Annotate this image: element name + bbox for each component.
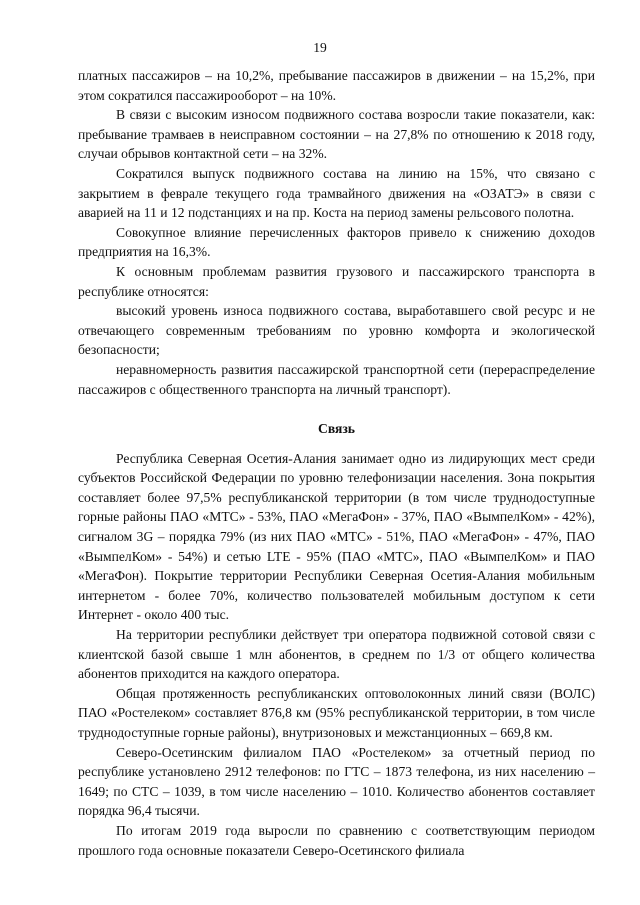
body-text bbox=[78, 66, 595, 860]
list-item: неравномерность развития пассажирской транспортной сети (перераспределение пассажиров с общественного транспорта на личный транспорт). bbox=[78, 361, 595, 397]
paragraph: Общая протяженность республиканских оптоволоконных линий связи (ВОЛС) ПАО «Ростелеком» составляет 876,8 км (95% республиканской территории, в том числе труднодоступные горные районы), внутризоновых и межстанционных – 669,8 км. bbox=[78, 685, 595, 740]
paragraph: Совокупное влияние перечисленных факторов привело к снижению доходов предприятия на 16,3%. bbox=[78, 224, 595, 260]
paragraph: Сократился выпуск подвижного состава на линию на 15%, что связано с закрытием в феврале текущего года трамвайного движения на «ОЗАТЭ» в связи с аварией на 11 и 12 подстанциях и на пр. Коста на период замены рельсового полотна. bbox=[78, 165, 595, 221]
paragraph: К основным проблемам развития грузового и пассажирского транспорта в республике относятся: bbox=[78, 263, 595, 299]
page-number: 19 bbox=[313, 40, 327, 55]
paragraph: По итогам 2019 года выросли по сравнению с соответствующим периодом прошлого года основные показатели Северо-Осетинского филиала bbox=[78, 822, 595, 858]
paragraph: платных пассажиров – на 10,2%, пребывание пассажиров в движении – на 15,2%, при этом сократился пассажирооборот – на 10%. bbox=[78, 68, 595, 103]
section-heading: Связь bbox=[318, 421, 355, 437]
paragraph: Республика Северная Осетия-Алания занимает одно из лидирующих мест среди субъектов Российской Федерации по уровню телефонизации населения. Зона покрытия составляет более 97,5% республиканской территории (в том числе труднодоступные горные районы ПАО «МТС» - 53%, ПАО «МегаФон» - 37%, ПАО «ВымпелКом» - 42%), сигналом 3G – порядка 79% (из них ПАО «МТС» - 51%, ПАО «МегаФон» - 47%, ПАО «ВымпелКом» - 54%) и сетью LTE - 95% (ПАО «МТС», ПАО «ВымпелКом» и ПАО «МегаФон). Покрытие территории Республики Северная Осетия-Алания мобильным интернетом - более 70%, количество пользователей мобильным доступом к сети Интернет - около 400 тыс. bbox=[78, 450, 595, 623]
paragraph: Северо-Осетинским филиалом ПАО «Ростелеком» за отчетный период по республике установлено 2912 телефонов: по ГТС – 1873 телефона, из них населению – 1649; по СТС – 1039, в том числе населению – 1010. Количество абонентов составляет порядка 96,4 тысячи. bbox=[78, 744, 595, 819]
paragraph: На территории республики действует три оператора подвижной сотовой связи с клиентской базой свыше 1 млн абонентов, в среднем по 1/3 от общего количества абонентов приходится на каждого оператора. bbox=[78, 627, 595, 682]
paragraph: В связи с высоким износом подвижного состава возросли такие показатели, как: пребывание трамваев в неисправном состоянии – на 27,8% по отношению к 2018 году, случаи обрывов контактной сети – на 32%. bbox=[78, 107, 595, 162]
list-item: высокий уровень износа подвижного состава, выработавшего свой ресурс и не отвечающего современным требованиям по уровню комфорта и экологической безопасности; bbox=[78, 303, 595, 358]
